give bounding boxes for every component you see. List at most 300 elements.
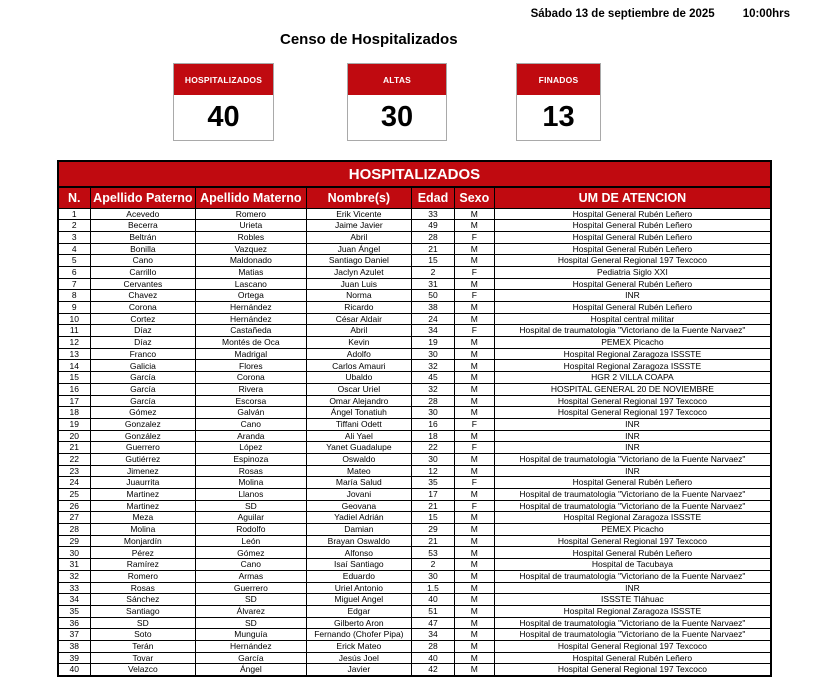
- cell-apellido-materno: SD: [196, 594, 307, 606]
- table-row: [58, 617, 771, 629]
- cell-sexo: M: [454, 524, 494, 536]
- table-row: [58, 652, 771, 664]
- cell-edad: 51: [412, 605, 455, 617]
- cell-edad: 35: [412, 477, 455, 489]
- cell-apellido-paterno: Franco: [90, 348, 196, 360]
- cell-apellido-materno: Armas: [196, 570, 307, 582]
- cell-um-de-atencion: HOSPITAL GENERAL 20 DE NOVIEMBRE: [494, 383, 771, 395]
- cell-um-de-atencion: INR: [494, 290, 771, 302]
- table-row: [58, 360, 771, 372]
- table-header-row: [58, 187, 771, 208]
- cell-nombres: Damian: [306, 524, 412, 536]
- cell-edad: 49: [412, 220, 455, 232]
- cell-apellido-paterno: Terán: [90, 640, 196, 652]
- cell-um-de-atencion: INR: [494, 582, 771, 594]
- cell-apellido-paterno: Martinez: [90, 500, 196, 512]
- cell-sexo: M: [454, 302, 494, 314]
- cell-apellido-paterno: Soto: [90, 629, 196, 641]
- cell-apellido-paterno: Gonzalez: [90, 418, 196, 430]
- cell-nombres: Tiffani Odett: [306, 418, 412, 430]
- cell-nombres: María Salud: [306, 477, 412, 489]
- cell-n: 19: [58, 418, 90, 430]
- cell-apellido-paterno: Molina: [90, 524, 196, 536]
- cell-edad: 21: [412, 535, 455, 547]
- cell-sexo: M: [454, 395, 494, 407]
- cell-sexo: M: [454, 559, 494, 571]
- cell-apellido-materno: Escorsa: [196, 395, 307, 407]
- cell-sexo: M: [454, 430, 494, 442]
- cell-apellido-paterno: Gómez: [90, 407, 196, 419]
- cell-nombres: Gilberto Aron: [306, 617, 412, 629]
- cell-apellido-materno: Llanos: [196, 489, 307, 501]
- cell-apellido-materno: Munguía: [196, 629, 307, 641]
- cell-apellido-paterno: Díaz: [90, 337, 196, 349]
- cell-sexo: M: [454, 640, 494, 652]
- stat-label-hospitalizados: HOSPITALIZADOS: [174, 64, 273, 95]
- cell-apellido-paterno: Tovar: [90, 652, 196, 664]
- cell-nombres: César Aldair: [306, 313, 412, 325]
- cell-apellido-materno: Aguilar: [196, 512, 307, 524]
- cell-n: 2: [58, 220, 90, 232]
- cell-nombres: Geovana: [306, 500, 412, 512]
- cell-sexo: M: [454, 489, 494, 501]
- cell-edad: 24: [412, 313, 455, 325]
- table-row: [58, 559, 771, 571]
- cell-n: 15: [58, 372, 90, 384]
- page-title: Censo de Hospitalizados: [280, 31, 458, 48]
- cell-um-de-atencion: Hospital de traumatologia "Victoriano de la Fuente Narvaez": [494, 629, 771, 641]
- cell-apellido-materno: Hernández: [196, 313, 307, 325]
- cell-apellido-paterno: Velazco: [90, 664, 196, 676]
- cell-edad: 15: [412, 255, 455, 267]
- cell-apellido-paterno: Corona: [90, 302, 196, 314]
- cell-um-de-atencion: Hospital Regional Zaragoza ISSSTE: [494, 605, 771, 617]
- stat-value-altas: 30: [380, 101, 414, 133]
- cell-apellido-materno: Robles: [196, 231, 307, 243]
- cell-edad: 47: [412, 617, 455, 629]
- cell-edad: 30: [412, 348, 455, 360]
- col-header-n: N.: [58, 187, 90, 208]
- stat-card-hospitalizados: [173, 63, 274, 141]
- cell-apellido-materno: Rosas: [196, 465, 307, 477]
- cell-edad: 38: [412, 302, 455, 314]
- cell-apellido-materno: Espinoza: [196, 453, 307, 465]
- cell-apellido-materno: Vazquez: [196, 243, 307, 255]
- cell-apellido-paterno: Cano: [90, 255, 196, 267]
- cell-edad: 16: [412, 418, 455, 430]
- cell-sexo: F: [454, 266, 494, 278]
- cell-um-de-atencion: PEMEX Picacho: [494, 337, 771, 349]
- cell-apellido-paterno: Sánchez: [90, 594, 196, 606]
- cell-apellido-paterno: Meza: [90, 512, 196, 524]
- cell-sexo: M: [454, 617, 494, 629]
- cell-n: 28: [58, 524, 90, 536]
- cell-sexo: M: [454, 582, 494, 594]
- cell-um-de-atencion: Hospital General Rubén Leñero: [494, 231, 771, 243]
- cell-nombres: Abril: [306, 231, 412, 243]
- cell-apellido-paterno: Santiago: [90, 605, 196, 617]
- cell-edad: 17: [412, 489, 455, 501]
- table-row: [58, 442, 771, 454]
- cell-n: 38: [58, 640, 90, 652]
- table-row: [58, 418, 771, 430]
- cell-apellido-paterno: Bonilla: [90, 243, 196, 255]
- cell-n: 29: [58, 535, 90, 547]
- cell-sexo: M: [454, 652, 494, 664]
- cell-apellido-paterno: Becerra: [90, 220, 196, 232]
- table-row: [58, 594, 771, 606]
- table-row: [58, 477, 771, 489]
- cell-nombres: Ricardo: [306, 302, 412, 314]
- cell-um-de-atencion: INR: [494, 442, 771, 454]
- cell-n: 12: [58, 337, 90, 349]
- cell-n: 30: [58, 547, 90, 559]
- cell-edad: 32: [412, 360, 455, 372]
- cell-um-de-atencion: Hospital General Regional 197 Texcoco: [494, 640, 771, 652]
- table-row: [58, 290, 771, 302]
- cell-um-de-atencion: INR: [494, 430, 771, 442]
- cell-n: 23: [58, 465, 90, 477]
- cell-sexo: M: [454, 337, 494, 349]
- cell-apellido-materno: Molina: [196, 477, 307, 489]
- cell-um-de-atencion: HGR 2 VILLA COAPA: [494, 372, 771, 384]
- table-row: [58, 547, 771, 559]
- cell-apellido-materno: Urieta: [196, 220, 307, 232]
- cell-n: 36: [58, 617, 90, 629]
- cell-apellido-paterno: Rosas: [90, 582, 196, 594]
- cell-n: 11: [58, 325, 90, 337]
- cell-edad: 21: [412, 243, 455, 255]
- table-row: [58, 348, 771, 360]
- cell-n: 4: [58, 243, 90, 255]
- cell-nombres: Erik Vicente: [306, 208, 412, 220]
- cell-apellido-materno: Maldonado: [196, 255, 307, 267]
- cell-um-de-atencion: Hospital de traumatologia "Victoriano de la Fuente Narvaez": [494, 453, 771, 465]
- cell-nombres: Omar Alejandro: [306, 395, 412, 407]
- cell-apellido-paterno: Juaurrita: [90, 477, 196, 489]
- cell-edad: 2: [412, 266, 455, 278]
- cell-sexo: M: [454, 594, 494, 606]
- cell-apellido-materno: Castañeda: [196, 325, 307, 337]
- cell-um-de-atencion: Hospital General Regional 197 Texcoco: [494, 255, 771, 267]
- table-title: HOSPITALIZADOS: [58, 161, 771, 187]
- table-row: [58, 395, 771, 407]
- cell-um-de-atencion: Hospital General Rubén Leñero: [494, 220, 771, 232]
- cell-apellido-paterno: Cortez: [90, 313, 196, 325]
- cell-n: 16: [58, 383, 90, 395]
- cell-um-de-atencion: Hospital de Tacubaya: [494, 559, 771, 571]
- cell-um-de-atencion: Pediatria Siglo XXI: [494, 266, 771, 278]
- table-row: [58, 407, 771, 419]
- census-table-body: [58, 208, 771, 676]
- cell-sexo: M: [454, 512, 494, 524]
- cell-n: 32: [58, 570, 90, 582]
- cell-edad: 29: [412, 524, 455, 536]
- cell-sexo: M: [454, 360, 494, 372]
- cell-um-de-atencion: Hospital General Regional 197 Texcoco: [494, 395, 771, 407]
- stat-value-finados: 13: [542, 101, 575, 133]
- cell-edad: 19: [412, 337, 455, 349]
- cell-edad: 31: [412, 278, 455, 290]
- cell-nombres: Yadiel Adrián: [306, 512, 412, 524]
- stat-card-altas: [347, 63, 447, 141]
- cell-um-de-atencion: Hospital General Rubén Leñero: [494, 652, 771, 664]
- cell-apellido-materno: Rivera: [196, 383, 307, 395]
- cell-edad: 30: [412, 570, 455, 582]
- cell-sexo: M: [454, 348, 494, 360]
- cell-nombres: Isaí Santiago: [306, 559, 412, 571]
- cell-edad: 50: [412, 290, 455, 302]
- cell-sexo: M: [454, 407, 494, 419]
- cell-sexo: M: [454, 278, 494, 290]
- cell-sexo: F: [454, 477, 494, 489]
- cell-edad: 34: [412, 325, 455, 337]
- cell-edad: 22: [412, 442, 455, 454]
- table-row: [58, 535, 771, 547]
- cell-apellido-materno: Álvarez: [196, 605, 307, 617]
- cell-um-de-atencion: Hospital central militar: [494, 313, 771, 325]
- table-row: [58, 337, 771, 349]
- cell-n: 34: [58, 594, 90, 606]
- cell-nombres: Edgar: [306, 605, 412, 617]
- cell-nombres: Oscar Uriel: [306, 383, 412, 395]
- cell-apellido-paterno: García: [90, 395, 196, 407]
- cell-um-de-atencion: Hospital General Rubén Leñero: [494, 243, 771, 255]
- cell-apellido-materno: Montés de Oca: [196, 337, 307, 349]
- cell-um-de-atencion: ISSSTE Tláhuac: [494, 594, 771, 606]
- report-date: Sábado 13 de septiembre de 2025: [530, 8, 715, 20]
- cell-nombres: Miguel Angel: [306, 594, 412, 606]
- col-header-edad: Edad: [412, 187, 455, 208]
- cell-apellido-materno: Cano: [196, 418, 307, 430]
- cell-nombres: Uriel Antonio: [306, 582, 412, 594]
- cell-sexo: M: [454, 453, 494, 465]
- cell-n: 35: [58, 605, 90, 617]
- cell-n: 24: [58, 477, 90, 489]
- cell-n: 21: [58, 442, 90, 454]
- cell-um-de-atencion: Hospital General Rubén Leñero: [494, 477, 771, 489]
- cell-sexo: F: [454, 442, 494, 454]
- cell-apellido-paterno: Guerrero: [90, 442, 196, 454]
- cell-um-de-atencion: Hospital General Regional 197 Texcoco: [494, 407, 771, 419]
- cell-edad: 40: [412, 594, 455, 606]
- table-row: [58, 313, 771, 325]
- cell-n: 14: [58, 360, 90, 372]
- cell-n: 13: [58, 348, 90, 360]
- cell-n: 7: [58, 278, 90, 290]
- cell-apellido-paterno: Ramírez: [90, 559, 196, 571]
- cell-apellido-materno: León: [196, 535, 307, 547]
- cell-um-de-atencion: Hospital de traumatologia "Victoriano de la Fuente Narvaez": [494, 489, 771, 501]
- cell-nombres: Javier: [306, 664, 412, 676]
- cell-edad: 53: [412, 547, 455, 559]
- table-row: [58, 512, 771, 524]
- cell-n: 37: [58, 629, 90, 641]
- cell-apellido-materno: García: [196, 652, 307, 664]
- cell-nombres: Juan Ángel: [306, 243, 412, 255]
- cell-nombres: Norma: [306, 290, 412, 302]
- cell-edad: 28: [412, 395, 455, 407]
- cell-n: 9: [58, 302, 90, 314]
- cell-edad: 34: [412, 629, 455, 641]
- table-row: [58, 664, 771, 676]
- cell-um-de-atencion: Hospital Regional Zaragoza ISSSTE: [494, 512, 771, 524]
- cell-apellido-materno: Hernández: [196, 302, 307, 314]
- cell-sexo: F: [454, 500, 494, 512]
- cell-edad: 40: [412, 652, 455, 664]
- cell-nombres: Mateo: [306, 465, 412, 477]
- cell-apellido-materno: Ortega: [196, 290, 307, 302]
- cell-sexo: F: [454, 325, 494, 337]
- cell-edad: 32: [412, 383, 455, 395]
- cell-nombres: Oswaldo: [306, 453, 412, 465]
- cell-nombres: Erick Mateo: [306, 640, 412, 652]
- cell-edad: 30: [412, 453, 455, 465]
- cell-nombres: Yanet Guadalupe: [306, 442, 412, 454]
- table-row: [58, 372, 771, 384]
- stat-label-finados: FINADOS: [517, 64, 600, 95]
- cell-apellido-materno: López: [196, 442, 307, 454]
- cell-apellido-materno: Cano: [196, 559, 307, 571]
- cell-apellido-materno: Guerrero: [196, 582, 307, 594]
- cell-apellido-materno: Madrigal: [196, 348, 307, 360]
- cell-um-de-atencion: Hospital General Rubén Leñero: [494, 208, 771, 220]
- col-header-apellido-paterno: Apellido Paterno: [90, 187, 196, 208]
- table-row: [58, 570, 771, 582]
- cell-apellido-materno: Corona: [196, 372, 307, 384]
- cell-sexo: M: [454, 372, 494, 384]
- cell-sexo: M: [454, 547, 494, 559]
- cell-apellido-paterno: Monjardín: [90, 535, 196, 547]
- cell-apellido-paterno: Romero: [90, 570, 196, 582]
- cell-um-de-atencion: Hospital de traumatologia "Victoriano de la Fuente Narvaez": [494, 570, 771, 582]
- table-row: [58, 325, 771, 337]
- cell-um-de-atencion: Hospital de traumatologia "Victoriano de la Fuente Narvaez": [494, 325, 771, 337]
- cell-apellido-paterno: Acevedo: [90, 208, 196, 220]
- cell-apellido-materno: Romero: [196, 208, 307, 220]
- table-row: [58, 500, 771, 512]
- cell-n: 3: [58, 231, 90, 243]
- cell-sexo: M: [454, 629, 494, 641]
- cell-n: 31: [58, 559, 90, 571]
- cell-apellido-paterno: González: [90, 430, 196, 442]
- cell-apellido-materno: SD: [196, 500, 307, 512]
- table-row: [58, 489, 771, 501]
- cell-n: 33: [58, 582, 90, 594]
- cell-apellido-materno: Lascano: [196, 278, 307, 290]
- cell-sexo: M: [454, 605, 494, 617]
- report-time: 10:00hrs: [742, 8, 790, 20]
- cell-apellido-paterno: Carrillo: [90, 266, 196, 278]
- cell-apellido-materno: Matias: [196, 266, 307, 278]
- cell-apellido-materno: Aranda: [196, 430, 307, 442]
- cell-nombres: Jesús Joel: [306, 652, 412, 664]
- cell-um-de-atencion: Hospital General Rubén Leñero: [494, 278, 771, 290]
- cell-sexo: F: [454, 418, 494, 430]
- cell-um-de-atencion: PEMEX Picacho: [494, 524, 771, 536]
- table-row: [58, 302, 771, 314]
- cell-apellido-materno: Rodolfo: [196, 524, 307, 536]
- cell-um-de-atencion: Hospital General Regional 197 Texcoco: [494, 664, 771, 676]
- stat-value-hospitalizados: 40: [207, 101, 240, 133]
- cell-um-de-atencion: INR: [494, 465, 771, 477]
- cell-sexo: M: [454, 313, 494, 325]
- cell-edad: 12: [412, 465, 455, 477]
- table-row: [58, 220, 771, 232]
- table-row: [58, 465, 771, 477]
- cell-sexo: F: [454, 231, 494, 243]
- report-dateline: [531, 8, 790, 20]
- cell-um-de-atencion: Hospital de traumatologia "Victoriano de la Fuente Narvaez": [494, 617, 771, 629]
- cell-apellido-paterno: Jimenez: [90, 465, 196, 477]
- census-table: [57, 160, 772, 677]
- cell-apellido-materno: Ángel: [196, 664, 307, 676]
- col-header-sexo: Sexo: [454, 187, 494, 208]
- cell-edad: 28: [412, 231, 455, 243]
- col-header-apellido-materno: Apellido Materno: [196, 187, 307, 208]
- cell-edad: 45: [412, 372, 455, 384]
- cell-apellido-paterno: SD: [90, 617, 196, 629]
- cell-nombres: Ubaldo: [306, 372, 412, 384]
- cell-apellido-paterno: Pérez: [90, 547, 196, 559]
- cell-apellido-materno: Hernández: [196, 640, 307, 652]
- cell-edad: 42: [412, 664, 455, 676]
- cell-n: 1: [58, 208, 90, 220]
- cell-um-de-atencion: Hospital Regional Zaragoza ISSSTE: [494, 348, 771, 360]
- cell-edad: 1.5: [412, 582, 455, 594]
- cell-sexo: M: [454, 535, 494, 547]
- cell-apellido-paterno: Martinez: [90, 489, 196, 501]
- cell-n: 18: [58, 407, 90, 419]
- cell-apellido-materno: Flores: [196, 360, 307, 372]
- cell-apellido-paterno: Galicia: [90, 360, 196, 372]
- cell-sexo: M: [454, 255, 494, 267]
- cell-n: 27: [58, 512, 90, 524]
- cell-apellido-paterno: Gutiérrez: [90, 453, 196, 465]
- table-row: [58, 208, 771, 220]
- cell-n: 26: [58, 500, 90, 512]
- col-header-nombres: Nombre(s): [306, 187, 412, 208]
- table-row: [58, 278, 771, 290]
- cell-n: 10: [58, 313, 90, 325]
- table-row: [58, 582, 771, 594]
- table-row: [58, 605, 771, 617]
- cell-n: 39: [58, 652, 90, 664]
- cell-n: 22: [58, 453, 90, 465]
- table-row: [58, 629, 771, 641]
- cell-nombres: Ali Yael: [306, 430, 412, 442]
- table-row: [58, 524, 771, 536]
- table-row: [58, 640, 771, 652]
- cell-apellido-paterno: Beltrán: [90, 231, 196, 243]
- stat-label-altas: ALTAS: [348, 64, 446, 95]
- cell-um-de-atencion: Hospital General Regional 197 Texcoco: [494, 535, 771, 547]
- cell-um-de-atencion: Hospital de traumatologia "Victoriano de la Fuente Narvaez": [494, 500, 771, 512]
- cell-apellido-materno: SD: [196, 617, 307, 629]
- cell-apellido-paterno: Díaz: [90, 325, 196, 337]
- col-header-um-de-atencion: UM DE ATENCION: [494, 187, 771, 208]
- cell-nombres: Jaclyn Azulet: [306, 266, 412, 278]
- cell-sexo: M: [454, 664, 494, 676]
- cell-sexo: M: [454, 243, 494, 255]
- cell-n: 17: [58, 395, 90, 407]
- cell-sexo: F: [454, 290, 494, 302]
- cell-nombres: Brayan Oswaldo: [306, 535, 412, 547]
- cell-nombres: Fernando (Chofer Pipa): [306, 629, 412, 641]
- cell-nombres: Juan Luis: [306, 278, 412, 290]
- cell-n: 6: [58, 266, 90, 278]
- table-row: [58, 430, 771, 442]
